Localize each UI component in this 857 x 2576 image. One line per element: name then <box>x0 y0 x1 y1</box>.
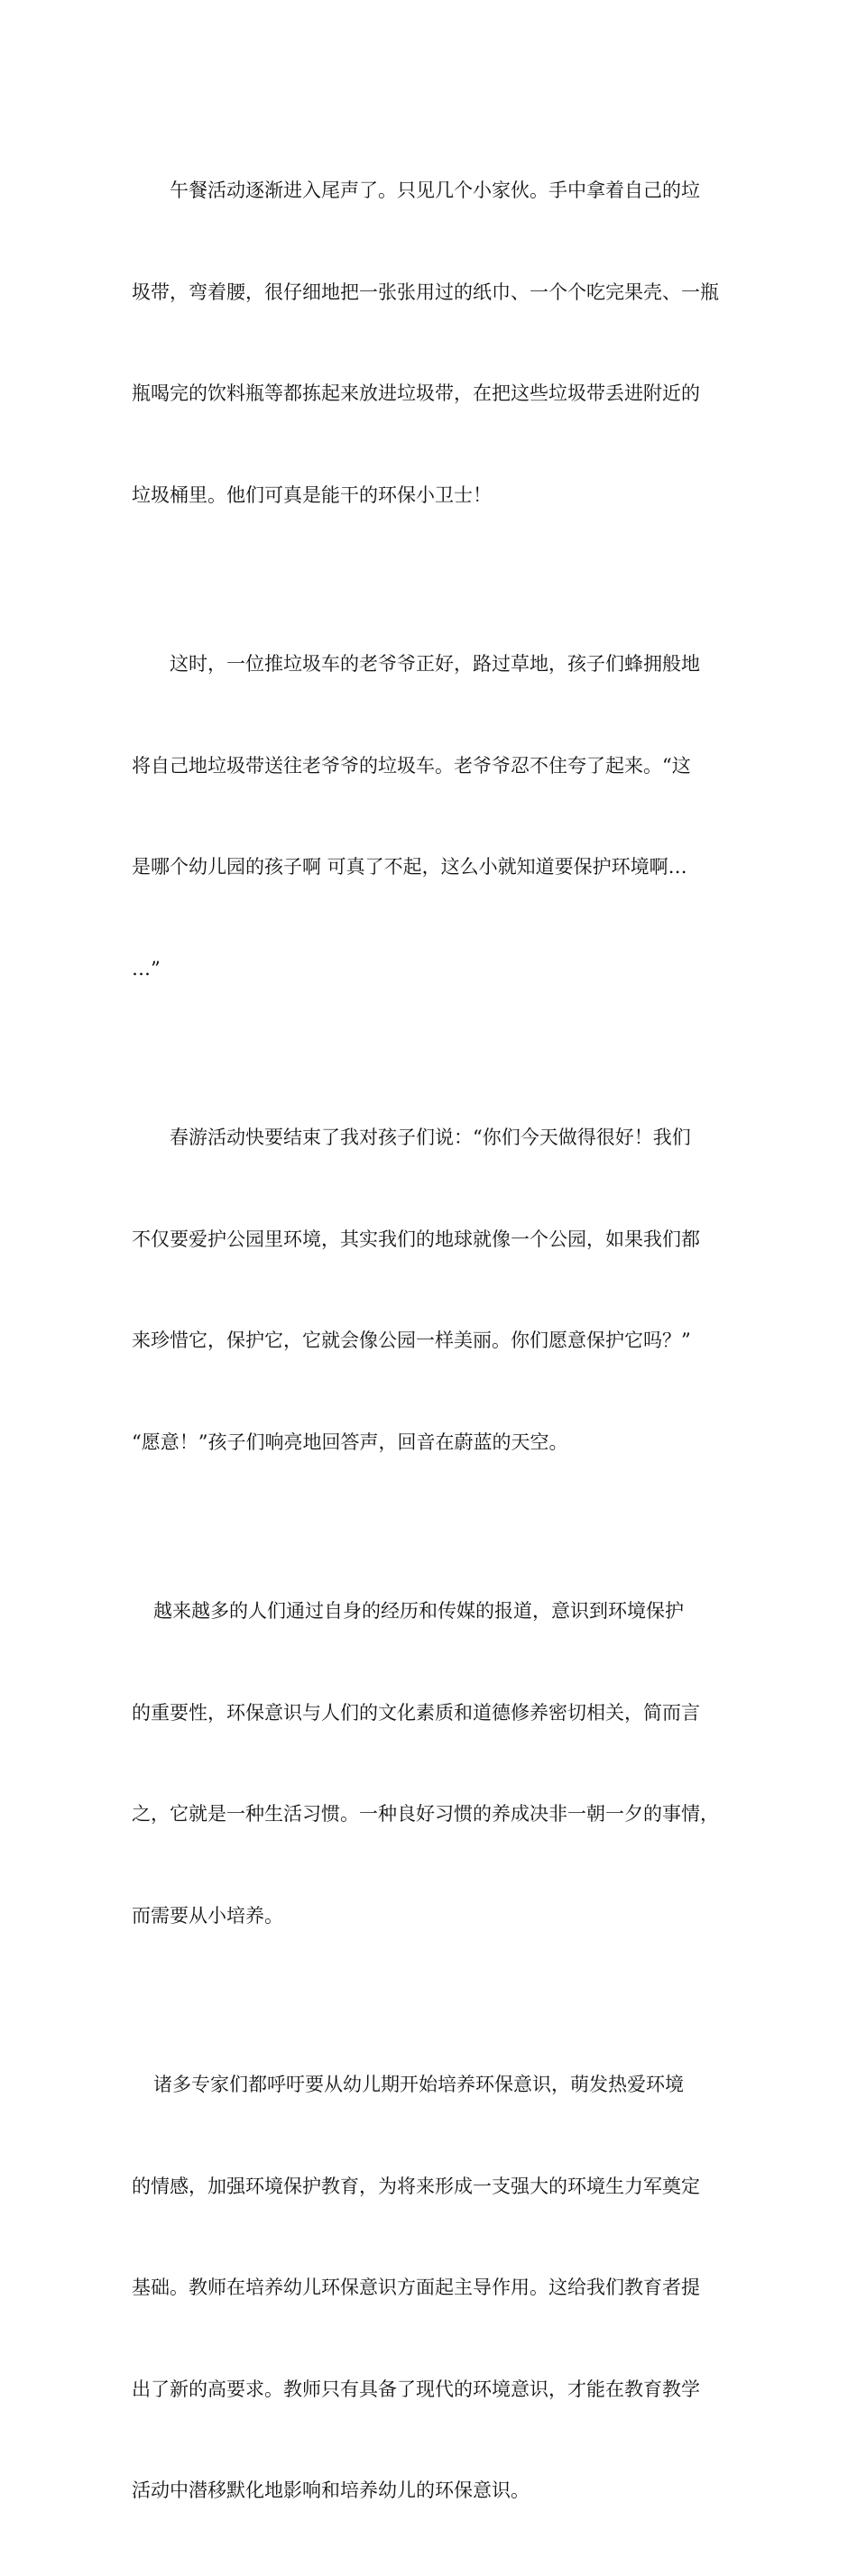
paragraph-line: 瓶喝完的饮料瓶等都拣起来放进垃圾带，在把这些垃圾带丢进附近的 <box>132 382 700 404</box>
paragraph-lunch-cleanup <box>132 106 731 580</box>
paragraph-line: 将自己地垃圾带送往老爷爷的垃圾车。老爷爷忍不住夸了起来。“这 <box>132 754 691 777</box>
paragraph-line: 的重要性，环保意识与人们的文化素质和道德修养密切相关，简而言 <box>132 1701 700 1724</box>
paragraph-awareness <box>132 1527 731 2001</box>
paragraph-line: 这时，一位推垃圾车的老爷爷正好，路过草地，孩子们蜂拥般地 <box>170 653 700 675</box>
paragraph-line: “愿意！”孩子们响亮地回答声，回音在蔚蓝的天空。 <box>132 1431 568 1453</box>
paragraph-line: 活动中潜移默化地影响和培养幼儿的环保意识。 <box>132 2479 530 2501</box>
paragraph-line: 不仅要爱护公园里环境，其实我们的地球就像一个公园，如果我们都 <box>132 1228 700 1250</box>
paragraph-line: 基础。教师在培养幼儿环保意识方面起主导作用。这给我们教育者提 <box>132 2277 700 2298</box>
paragraph-line: 而需要从小培养。 <box>132 1904 283 1927</box>
paragraph-line: 是哪个幼儿园的孩子啊 可真了不起，这么小就知道要保护环境啊… <box>132 856 687 878</box>
paragraph-line: 来珍惜它，保护它，它就会像公园一样美丽。你们愿意保护它吗？” <box>132 1329 691 1351</box>
paragraph-line: 出了新的高要求。教师只有具备了现代的环境意识，才能在教育教学 <box>132 2378 700 2400</box>
paragraph-line: …” <box>132 957 161 980</box>
paragraph-line: 圾带，弯着腰，很仔细地把一张张用过的纸巾、一个个吃完果壳、一瓶 <box>132 281 719 303</box>
paragraph-old-man <box>132 580 731 1053</box>
paragraph-line: 之，它就是一种生活习惯。一种良好习惯的养成决非一朝一夕的事情， <box>132 1803 719 1825</box>
paragraph-experts <box>132 2001 731 2576</box>
document-body <box>132 106 731 2576</box>
paragraph-line: 诸多专家们都呼吁要从幼儿期开始培养环保意识，萌发热爱环境 <box>153 2074 684 2095</box>
paragraph-line: 的情感，加强环境保护教育，为将来形成一支强大的环境生力军奠定 <box>132 2175 700 2197</box>
paragraph-line: 午餐活动逐渐进入尾声了。只见几个小家伙。手中拿着自己的垃 <box>170 179 700 201</box>
paragraph-line: 春游活动快要结束了我对孩子们说：“你们今天做得很好！我们 <box>170 1127 691 1148</box>
paragraph-line: 越来越多的人们通过自身的经历和传媒的报道，意识到环境保护 <box>153 1600 684 1622</box>
paragraph-line: 垃圾桶里。他们可真是能干的环保小卫士！ <box>132 483 492 506</box>
paragraph-spring-outing <box>132 1053 731 1527</box>
